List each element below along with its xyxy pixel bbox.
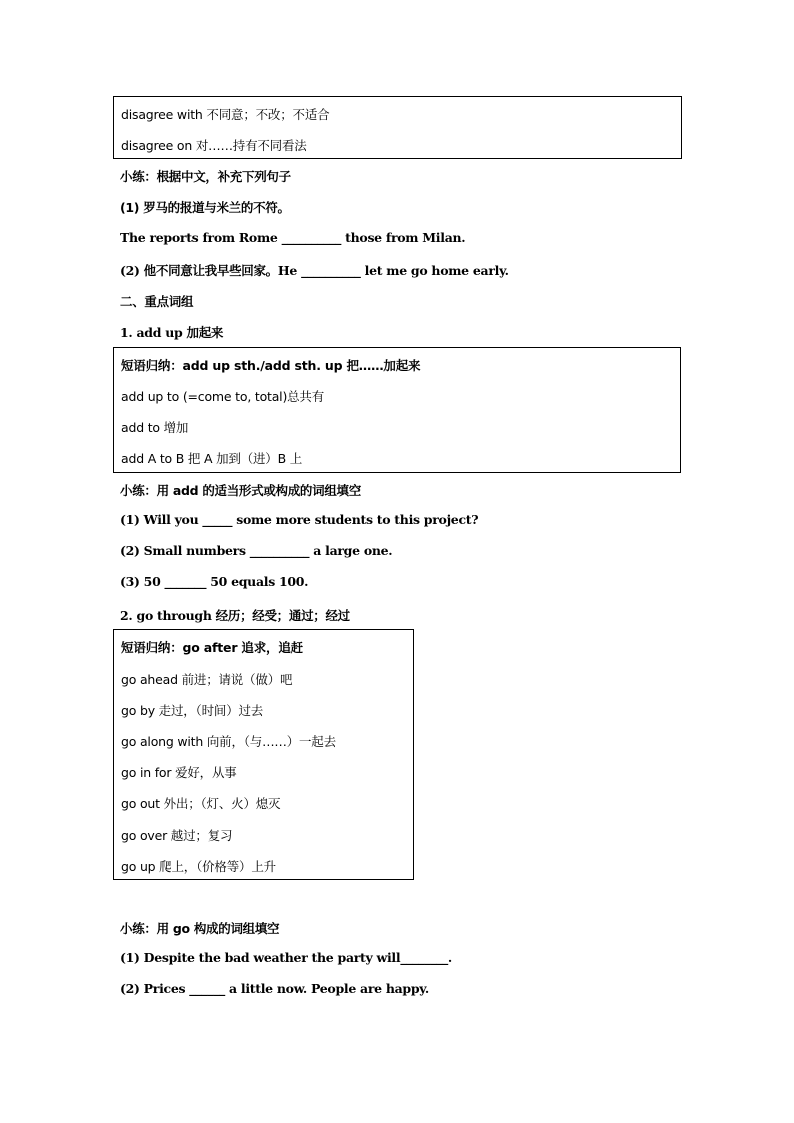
exercise-question: (2) Small numbers __________ a large one. <box>120 543 393 558</box>
exercise-title: 小练：用 add 的适当形式或构成的词组填空 <box>120 483 361 498</box>
item-heading: 2. go through 经历；经受；通过；经过 <box>120 608 350 623</box>
section-heading: 二、重点词组 <box>120 294 194 309</box>
box-row: 短语归纳：add up sth./add sth. up 把……加起来 <box>121 358 421 373</box>
box-row: go in for 爱好，从事 <box>121 765 237 780</box>
box-row: go along with 向前，（与……）一起去 <box>121 734 336 749</box>
exercise-question: (2) 他不同意让我早些回家。He __________ let me go home early. <box>120 263 509 278</box>
phrase-box-disagree <box>113 96 682 159</box>
box-row: go ahead 前进；请说（做）吧 <box>121 672 293 687</box>
exercise-title: 小练：用 go 构成的词组填空 <box>120 921 280 936</box>
box-row: go by 走过，（时间）过去 <box>121 703 264 718</box>
exercise-question: (2) Prices ______ a little now. People are happy. <box>120 981 429 996</box>
box-row: go up 爬上，（价格等）上升 <box>121 859 276 874</box>
exercise-sentence: The reports from Rome __________ those from Milan. <box>120 230 466 245</box>
box-row: add up to (=come to, total)总共有 <box>121 389 325 404</box>
exercise-question: (3) 50 _______ 50 equals 100. <box>120 574 309 589</box>
exercise-question: (1) Despite the bad weather the party will________. <box>120 950 452 965</box>
box-row: disagree on 对……持有不同看法 <box>121 138 307 153</box>
phrase-box-go <box>113 629 414 880</box>
box-row: disagree with 不同意；不改；不适合 <box>121 107 330 122</box>
box-row: 短语归纳：go after 追求，追赶 <box>121 640 303 655</box>
exercise-question: (1) 罗马的报道与米兰的不符。 <box>120 200 290 215</box>
exercise-question: (1) Will you _____ some more students to this project? <box>120 512 479 527</box>
exercise-title: 小练：根据中文，补充下列句子 <box>120 169 291 184</box>
item-heading: 1. add up 加起来 <box>120 325 224 340</box>
box-row: go over 越过；复习 <box>121 828 233 843</box>
box-row: add to 增加 <box>121 420 189 435</box>
box-row: add A to B 把 A 加到（进）B 上 <box>121 451 303 466</box>
box-row: go out 外出；（灯、火）熄灭 <box>121 796 281 811</box>
phrase-box-add <box>113 347 681 473</box>
